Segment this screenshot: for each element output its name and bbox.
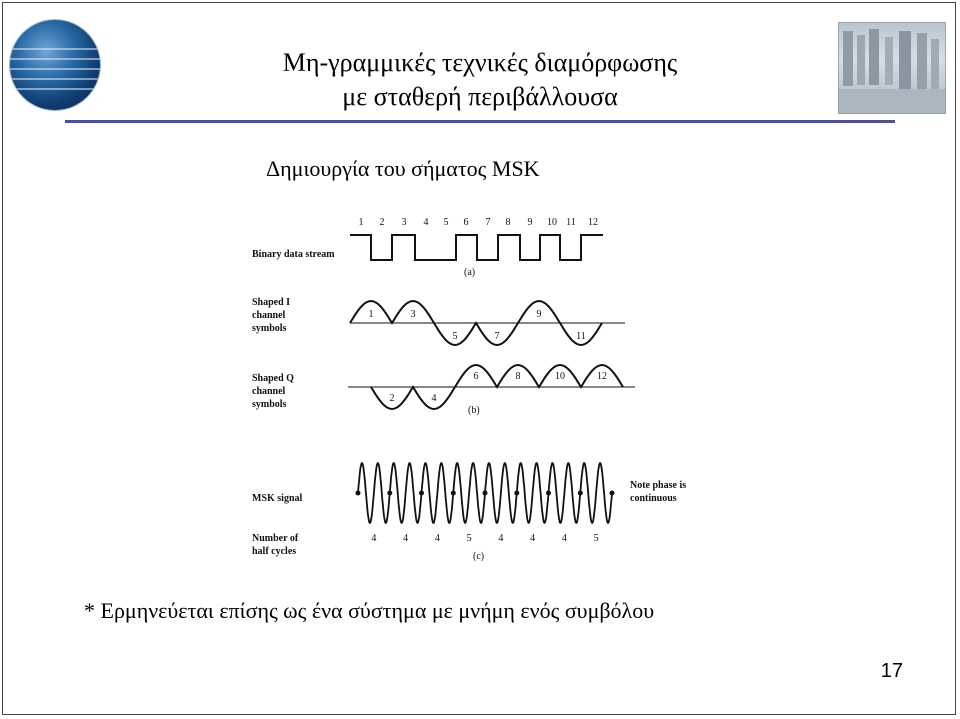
q-channel-label-3: symbols: [252, 399, 287, 410]
half-cycle-count: 4: [403, 533, 409, 544]
half-cycle-count: 4: [498, 533, 504, 544]
q-symbol-4: 4: [431, 393, 437, 404]
phase-dot: [387, 491, 392, 496]
half-cycles-label-1: Number of: [252, 533, 299, 544]
figure-label-a: (a): [464, 267, 476, 278]
phase-dot: [356, 491, 361, 496]
half-cycle-count: 4: [561, 533, 567, 544]
i-symbol-3: 3: [410, 309, 416, 320]
bit-number-12: 12: [588, 217, 598, 228]
bit-number-3: 3: [401, 217, 407, 228]
half-cycle-count: 5: [593, 533, 599, 544]
slide-subtitle: Δημιουργία του σήματος MSK: [266, 156, 540, 181]
q-channel-label-2: channel: [252, 386, 286, 397]
page-number: 17: [880, 660, 903, 682]
figure-label-c: (c): [473, 551, 485, 562]
note-line-2: continuous: [630, 493, 677, 504]
q-symbol-2: 2: [389, 393, 395, 404]
phase-dot: [610, 491, 615, 496]
slide-title: [220, 46, 740, 114]
bit-number-8: 8: [505, 217, 511, 228]
note-line-1: Note phase is: [630, 480, 687, 491]
q-symbol-8: 8: [515, 371, 521, 382]
i-symbol-9: 9: [536, 309, 542, 320]
title-line-2: με σταθερή περιβάλλουσα: [342, 82, 618, 111]
phase-dot: [546, 491, 551, 496]
i-symbol-11: 11: [576, 331, 586, 342]
sculpture-relief-icon: [838, 22, 946, 114]
bit-number-9: 9: [527, 217, 533, 228]
i-symbol-5: 5: [452, 331, 458, 342]
msk-diagram: [240, 205, 710, 585]
bottom-note: * Ερμηνεύεται επίσης ως ένα σύστημα με μνήμη ενός συμβόλου: [84, 598, 655, 623]
q-channel-label-1: Shaped Q: [252, 373, 294, 384]
title-underline: [65, 120, 895, 123]
half-cycle-count: 5: [466, 533, 472, 544]
phase-dot: [451, 491, 456, 496]
half-cycles-label-2: half cycles: [252, 546, 297, 557]
msk-signal-label: MSK signal: [252, 493, 303, 504]
i-channel-label-2: channel: [252, 310, 286, 321]
bit-number-4: 4: [423, 217, 429, 228]
half-cycle-count: 4: [434, 533, 440, 544]
bit-number-1: 1: [358, 217, 364, 228]
i-channel-label-1: Shaped I: [252, 297, 291, 308]
i-symbol-1: 1: [368, 309, 374, 320]
phase-dot: [483, 491, 488, 496]
half-cycle-counts: [371, 533, 598, 544]
bit-number-2: 2: [379, 217, 385, 228]
q-symbol-6: 6: [473, 371, 479, 382]
bit-numbers: [359, 217, 599, 228]
bit-number-5: 5: [443, 217, 449, 228]
bit-number-6: 6: [463, 217, 469, 228]
binary-stream-label: Binary data stream: [252, 249, 335, 260]
binary-data-waveform: [350, 235, 603, 260]
bit-number-10: 10: [547, 217, 557, 228]
phase-dot: [578, 491, 583, 496]
q-symbol-10: 10: [555, 371, 565, 382]
half-cycle-count: 4: [371, 533, 377, 544]
bit-number-11: 11: [566, 217, 576, 228]
msk-phase-dots: [356, 491, 615, 496]
title-line-1: Μη-γραμμικές τεχνικές διαμόρφωσης: [282, 48, 678, 77]
phase-dot: [514, 491, 519, 496]
q-symbol-12: 12: [597, 371, 607, 382]
half-cycle-count: 4: [530, 533, 536, 544]
i-channel-label-3: symbols: [252, 323, 287, 334]
figure-label-b: (b): [468, 405, 480, 416]
i-symbol-7: 7: [494, 331, 500, 342]
phase-dot: [419, 491, 424, 496]
bit-number-7: 7: [485, 217, 491, 228]
globe-logo-icon: [10, 20, 100, 110]
